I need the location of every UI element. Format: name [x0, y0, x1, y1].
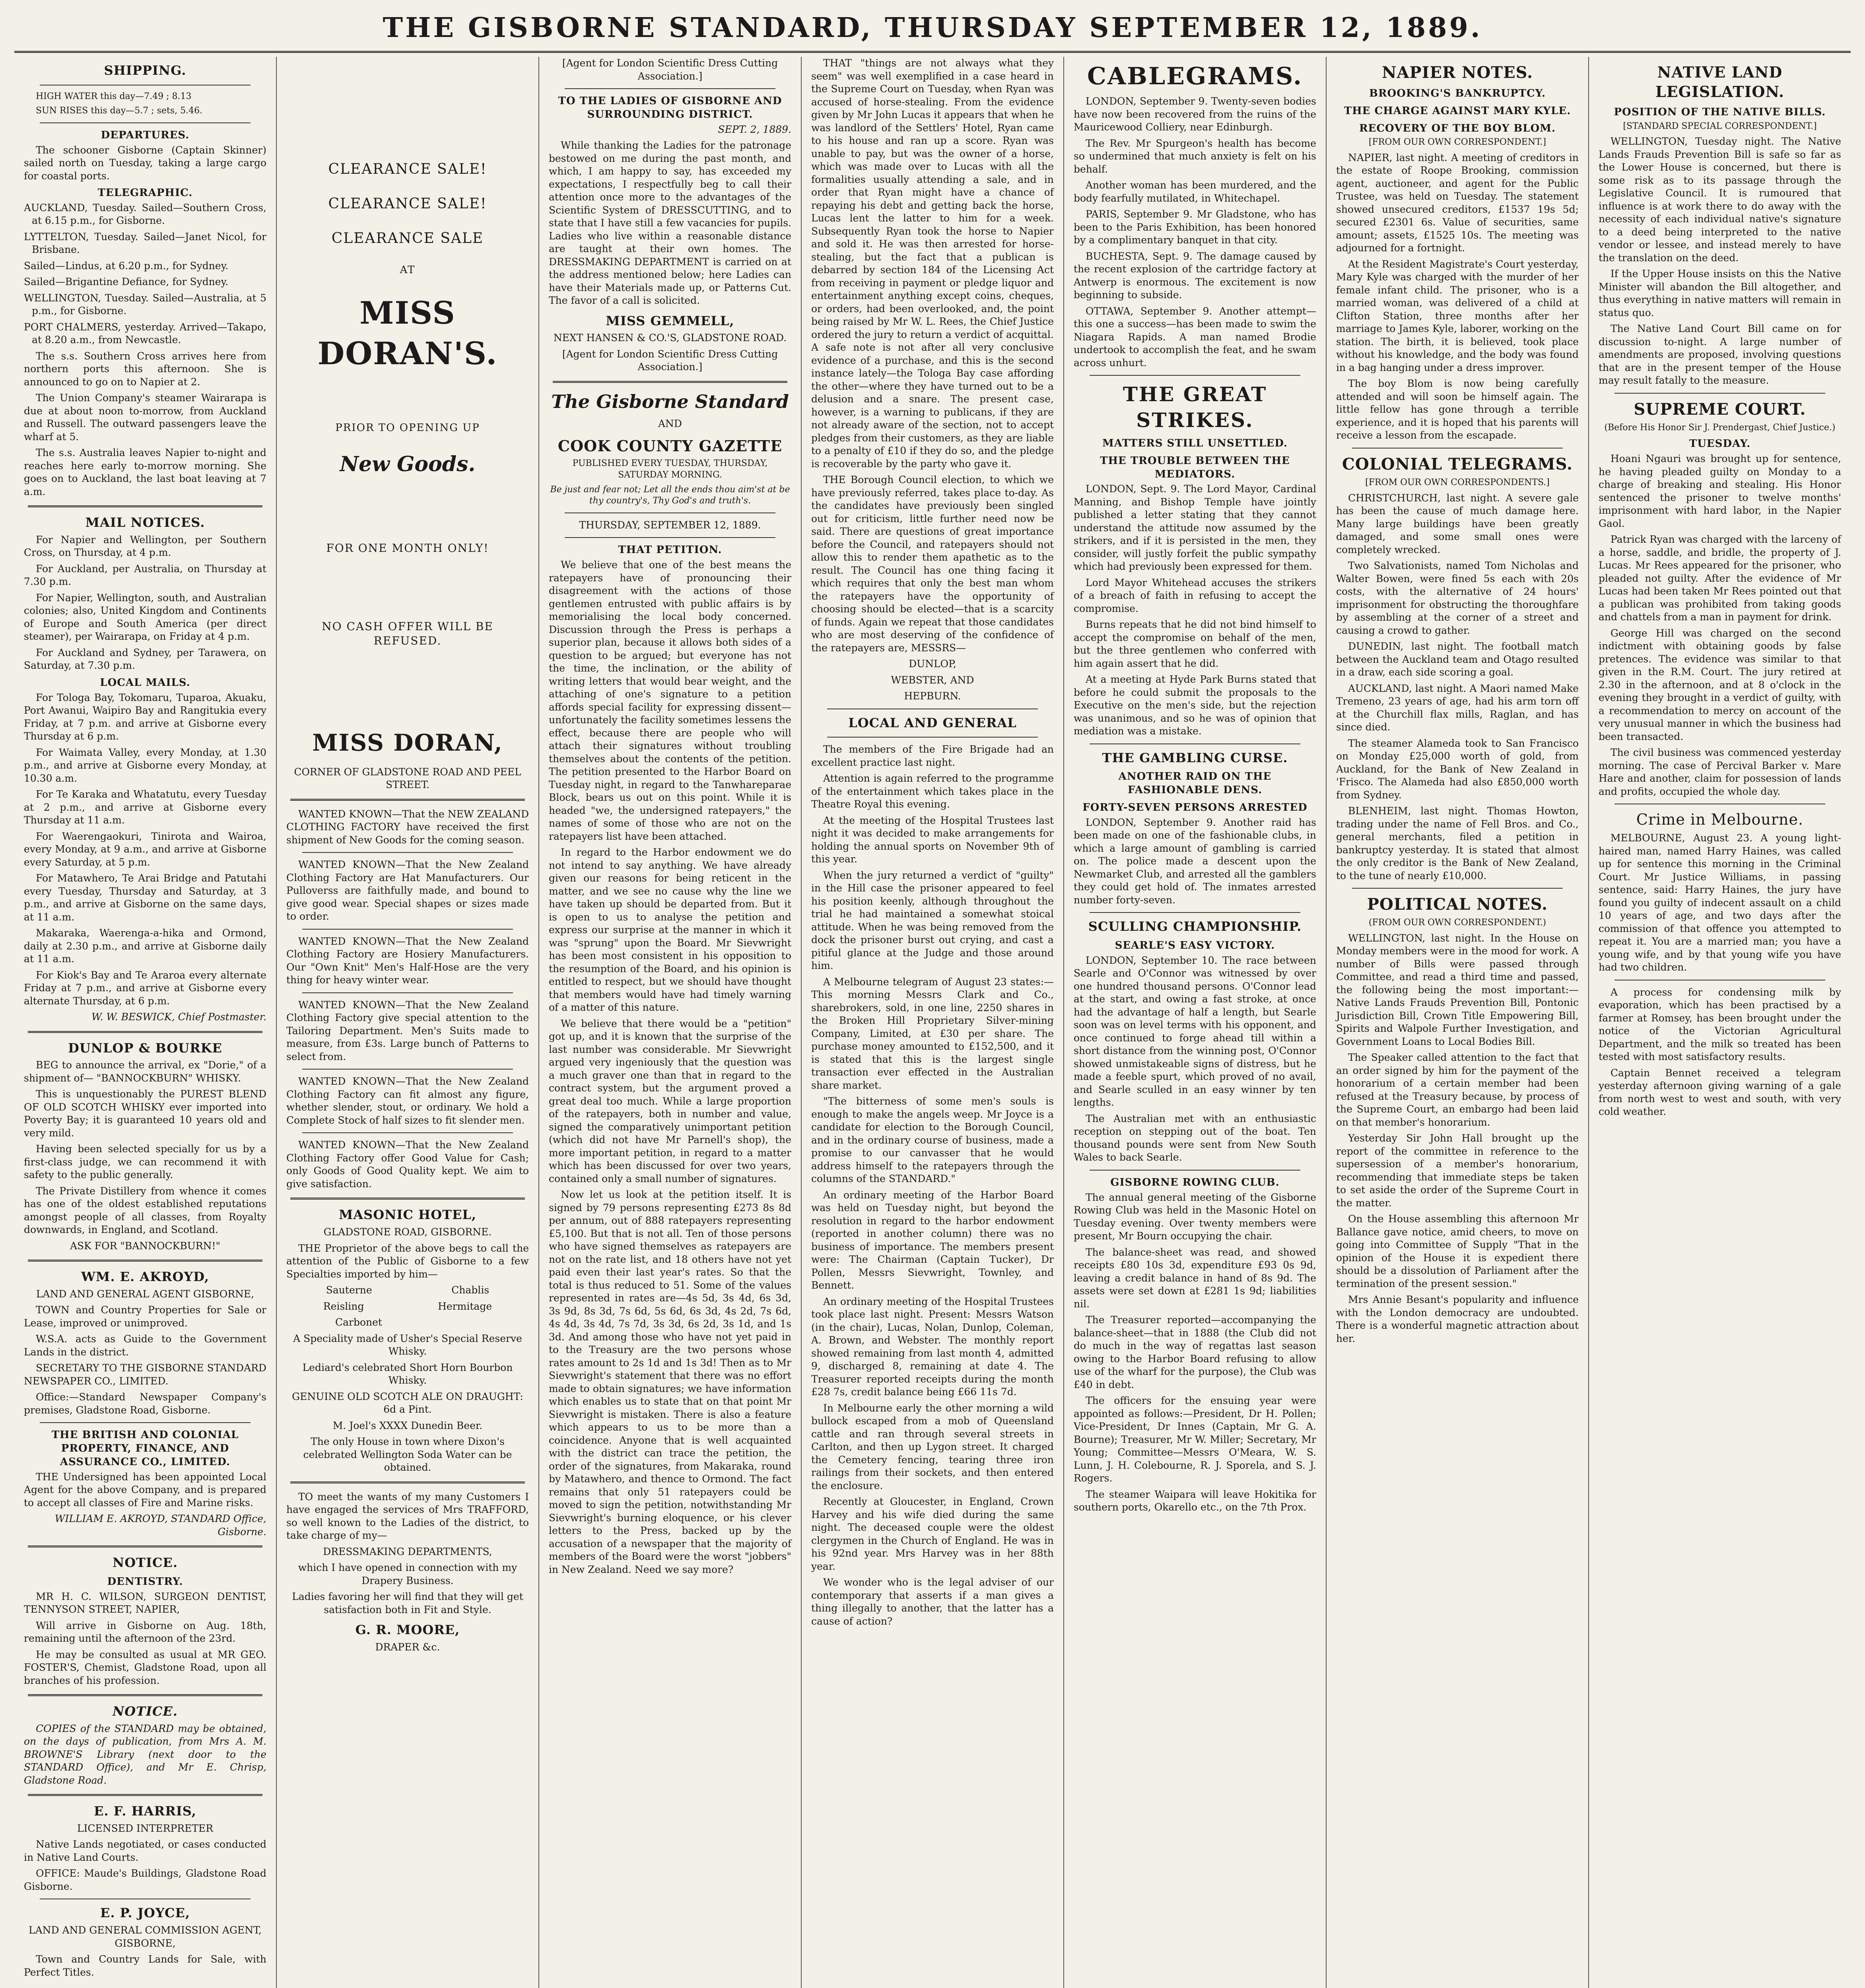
miss-doran-heading: MISS DORAN'S. — [317, 295, 498, 372]
mail-item: For Napier, Wellington, south, and Australian colonies; also, United Kingdom and Continents of Europe and South America (per direct steamer), per Wairarapa, on Friday at 4 p.m. — [24, 592, 266, 643]
wanted-ad: WANTED KNOWN—That the New Zealand Clothing Factory are Hosiery Manufacturers. Our "Own Knit" Men's Half-Hose are the very thing for heavy winter wear. — [286, 935, 529, 986]
local-item: Recently at Gloucester, in England, Crown Harvey and his wife died during the same night. The deceased couple were the oldest clergymen in the Church of England. He was in his 92nd year. Mrs Harvey was in her 88th year. — [811, 1496, 1054, 1572]
rowing-heading: GISBORNE ROWING CLUB. — [1110, 1176, 1280, 1188]
petition-paragraph: We believe that one of the best means the ratepayers have of pronouncing their disagreement with the actions of those gentlemen entrusted with public affairs is by memorialising the local body concerned. Discussion through the Press is perhaps a superior plan, because it allows both sides of a question to be argued; but everyone has not the time, the inclination, or the ability of writing letters that would bear weight, and the attaching of one's signature to a petition affords special facility for expressing dissent—unfortunately the facility sometimes lessens the effect, because there are people who will attach their signatures without troubling themselves about the contents of the petition. The petition presented to the Harbor Board on Tuesday night, in regard to the Tanwhareparae Block, bears us out on this point. While it is headed "we, the undersigned ratepayers," the names of some of those who are not on the ratepayers list have been attached. — [549, 559, 791, 842]
masonic-heading: MASONIC HOTEL, — [338, 1207, 476, 1223]
joyce-text: Town and Country Lands for Sale, with Perfect Titles. — [24, 1953, 266, 1978]
no-cash: NO CASH OFFER WILL BE REFUSED. — [322, 619, 493, 648]
gemmell-address: NEXT HANSEN & CO.'S, GLADSTONE ROAD. — [553, 332, 787, 344]
gambling-heading: THE GAMBLING CURSE. — [1102, 750, 1288, 765]
strikes-item: Lord Mayor Whitehead accuses the strikers of a breach of faith in refusing to accept the compromise. — [1074, 577, 1316, 614]
trafford-text: DRESSMAKING DEPARTMENTS, — [323, 1545, 492, 1557]
colonial-text: Two Salvationists, named Tom Nicholas and Walter Bowen, were fined 5s each with 20s costs, with the alternative of 24 hours' imprisonment for obstructing the thoroughfare by assembling at the corner of a street and causing a crowd to gather. — [1336, 560, 1579, 636]
dunlop-text: Having been selected specially for us by a first-class judge, we can recommend it with safety to the public generally. — [24, 1143, 266, 1181]
political-heading: POLITICAL NOTES. — [1367, 895, 1548, 914]
akroyd-text: W.S.A. acts as Guide to the Government Lands in the district. — [24, 1333, 266, 1358]
published-days: PUBLISHED EVERY TUESDAY, THURSDAY, SATURDAY MORNING. — [572, 458, 768, 480]
clearance-sale-2: CLEARANCE SALE! — [328, 195, 487, 212]
gambling-subheading: FORTY-SEVEN PERSONS ARRESTED — [1082, 802, 1307, 814]
napier-text: NAPIER, last night. A meeting of creditors in the estate of Roope Brooking, commission agent, auctioneer, and agent for the Public Trustee, was held on Tuesday. The statement showed unsecured creditors, £1537 19s 5d; secured £2301 6s. Value of securities, same amount; assets, £1525 10s. The meeting was adjourned for a fortnight. — [1336, 151, 1579, 254]
wine-name: Hermitage — [438, 1300, 492, 1312]
colonial-source: [FROM OUR OWN CORRESPONDENTS.] — [1365, 477, 1550, 487]
colonial-text: BLENHEIM, last night. Thomas Howton, trading under the name of Fell Bros. and Co., general merchants, filed a petition in bankruptcy yesterday. It is stated that almost the only creditor is the Bank of New Zealand, to the tune of nearly £10,000. — [1336, 805, 1579, 881]
telegraphic-item: PORT CHALMERS, yesterday. Arrived—Takapo, at 8.20 a.m., from Newcastle. — [24, 321, 266, 346]
column-6 — [1327, 57, 1589, 1988]
strikes-item: Burns repeats that he did not bind himself to accept the compromise on behalf of the men, but the three gentlemen who conferred with him again assert that he did. — [1074, 619, 1316, 669]
wanted-ad: WANTED KNOWN—That the New Zealand Clothing Factory offer Good Value for Cash; only Goods of Good Quality kept. We aim to give satisfaction. — [286, 1139, 529, 1190]
column-3 — [539, 57, 802, 1988]
prior-text: PRIOR TO OPENING UP — [335, 421, 480, 434]
strikes-item: LONDON, Sept. 9. The Lord Mayor, Cardinal Manning, and Bishop Temple have jointly published a letter stating that they cannot understand the attitude now assumed by the strikers, and if it is persisted in the men, they consider, will justly forfeit the public sympathy which had previously been expressed for them. — [1074, 483, 1316, 573]
petition-paragraph: In regard to the Harbor endowment we do not intend to say anything. We have already given our reasons for being reticent in the matter, and we see no cause why the line we have taken up should be departed from. But it is open to us to analyse the petition and express our surprise at the manner in which it was "sprung" upon the Board. Mr Sievwright has been most consistent in his opposition to the resumption of the Board, and his opinion is entitled to respect, but we should have thought that members would have had timely warning of a matter of this nature. — [549, 846, 791, 1013]
political-text: Yesterday Sir John Hall brought up the report of the committee in reference to the supersession of a member's honorarium, recommending that immediate steps be taken to set aside the order of the Supreme Court in the matter. — [1336, 1132, 1579, 1209]
local-item: An ordinary meeting of the Hospital Trustees took place last night. Present: Messrs Watson (in the chair), Lucas, Nolan, Dunlop, Coleman, A. Brown, and Webster. The monthly report showed remaining from last month 4, admitted 9, discharged 8, remaining at date 4. The Treasurer reported receipts during the month £28 7s, credit balance being £66 11s 7d. — [811, 1295, 1054, 1398]
clearance-sale-3: CLEARANCE SALE — [331, 230, 484, 247]
moore-heading: G. R. MOORE, — [355, 1622, 460, 1638]
telegraphic-heading: TELEGRAPHIC. — [97, 187, 193, 199]
column-4 — [802, 57, 1064, 1988]
dunlop-text: BEG to announce the arrival, ex "Dorie," of a shipment of— "BANNOCKBURN" WHISKY. — [24, 1059, 266, 1084]
local-item: In Melbourne early the other morning a wild bullock escaped from a mob of Queensland cattle and ran through several streets in Carlton, and then up Lygon street. It charged the Cemetery fencing, tearing three iron railings from their sockets, and then entered the enclosure. — [811, 1402, 1054, 1491]
local-item: We wonder who is the legal adviser of our contemporary that asserts if a man gives a thing illegally to another, that the latter has a cause of action? — [811, 1576, 1054, 1627]
wanted-ad: WANTED KNOWN—That the NEW ZEALAND CLOTHING FACTORY have received the first shipment of New Goods for the coming season. — [286, 808, 529, 846]
napier-subheading: RECOVERY OF THE BOY BLOM. — [1359, 122, 1556, 134]
local-item: At the meeting of the Hospital Trustees last night it was decided to make arrangements for holding the annual sports on November 9th of this year. — [811, 814, 1054, 865]
wine-name: Reisling — [323, 1300, 364, 1312]
high-water: HIGH WATER this day—7.49 ; 8.13 — [36, 91, 192, 101]
wine-row — [286, 1284, 529, 1297]
local-item: The members of the Fire Brigade had an excellent practice last night. — [811, 744, 1054, 768]
supreme-court-text: Hoani Ngauri was brought up for sentence, he having pleaded guilty on Monday to a charge of breaking and stealing. His Honor sentenced the prisoner to twelve months' imprisonment with hard labor, in the Napier Gaol. — [1599, 453, 1841, 529]
akroyd-subtitle: LAND AND GENERAL AGENT GISBORNE, — [36, 1288, 254, 1300]
telegraphic-item: Sailed—Lindus, at 6.20 p.m., for Sydney. — [24, 260, 229, 272]
doran-address: CORNER OF GLADSTONE ROAD AND PEEL STREET. — [294, 766, 521, 791]
dentistry-text: Will arrive in Gisborne on Aug. 18th, remaining until the afternoon of the 23rd. — [24, 1619, 266, 1644]
colonial-text: CHRISTCHURCH, last night. A severe gale has been the cause of much damage here. Many large buildings have been greatly damaged, and some small ones were completely wrecked. — [1336, 492, 1579, 555]
supreme-court-heading: SUPREME COURT. — [1634, 400, 1806, 419]
bannockburn-ask: ASK FOR "BANNOCKBURN!" — [70, 1240, 221, 1252]
strikes-heading: THE GREAT STRIKES. — [1123, 382, 1267, 432]
mail-item: For Auckland, per Australia, on Thursday at 7.30 p.m. — [24, 563, 266, 588]
sculling-heading: SCULLING CHAMPIONSHIP. — [1088, 919, 1302, 934]
strikes-subheading: THE TROUBLE BETWEEN THE MEDIATORS. — [1100, 454, 1290, 480]
crime-heading: Crime in Melbourne. — [1636, 811, 1804, 829]
local-mail-item: For Waimata Valley, every Monday, at 1.30 p.m., and arrive at Gisborne every Monday, at 10.30 a.m. — [24, 746, 266, 784]
dunlop-heading: DUNLOP & BOURKE — [68, 1040, 222, 1056]
dunlop-text: This is unquestionably the PUREST BLEND OF OLD SCOTCH WHISKY ever imported into Poverty Bay; it is guaranteed 10 years old and very mild. — [24, 1088, 266, 1139]
masonic-item: The only House in town where Dixon's celebrated Wellington Soda Water can be obtained. — [303, 1436, 512, 1474]
wanted-ad: WANTED KNOWN—That the New Zealand Clothing Factory are Hat Manufacturers. Our Pulloverss are faithfully made, and bound to give good wear. Special shapes or sizes made to order. — [286, 859, 529, 922]
akroyd-text: Office:—Standard Newspaper Company's premises, Gladstone Road, Gisborne. — [24, 1391, 266, 1416]
joyce-text: LAND AND GENERAL COMMISSION AGENT, GISBORNE, — [28, 1924, 262, 1949]
wine-row — [286, 1300, 529, 1313]
political-text: On the House assembling this afternoon Mr Ballance gave notice, amid cheers, to move on going into Committee of Supply "That in the opinion of the House it is expedient there should be a dissolution of Parliament after the termination of the present session." — [1336, 1213, 1579, 1289]
supreme-court-text: The civil business was commenced yesterday morning. The case of Percival Barker v. Mare Hare and another, claim for possession of lands and profits, occupied the whole day. — [1599, 747, 1841, 797]
local-mail-item: For Te Karaka and Whatatutu, every Tuesday at 2 p.m., and arrive at Gisborne every Thursday at 11 a.m. — [24, 788, 266, 826]
departures-heading: DEPARTURES. — [101, 129, 190, 141]
supreme-court-text: Patrick Ryan was charged with the larceny of a horse, saddle, and bridle, the property of J. Lucas. Mr Rees appeared for the prisoner, who pleaded not guilty. After the evidence of Mr Lucas had been taken Mr Rees pointed out that a publican was prohibited from taking goods and chattels from a man in payment for drink. — [1599, 534, 1841, 623]
candidate: HEPBURN. — [904, 690, 961, 702]
new-goods: New Goods. — [340, 452, 476, 476]
notice-heading: NOTICE. — [113, 1555, 178, 1571]
clearance-sale-1: CLEARANCE SALE! — [328, 161, 487, 177]
local-mail-item: For Kiok's Bay and Te Araroa every alternate Friday at 7 p.m., and arrive at Gisborne every alternate Thursday, at 6 p.m. — [24, 969, 266, 1007]
page-header: THE GISBORNE STANDARD, THURSDAY SEPTEMBER 12, 1889. — [14, 12, 1851, 53]
wanted-ad: WANTED KNOWN—That the New Zealand Clothing Factory give special attention to the Tailoring Department. Men's Suits made to measure, from £3s. Large bunch of Patterns to select from. — [286, 999, 529, 1062]
paper-subtitle: COOK COUNTY GAZETTE — [558, 437, 783, 455]
rowing-text: The Treasurer reported—accompanying the balance-sheet—that in 1888 (the Club did not do much in the way of regattas last season owing to the Harbor Board refusing to allow use of the wharf for the purpose), the Club was £40 in debt. — [1074, 1314, 1316, 1390]
petition-paragraph: We believe that there would be a "petition" got up, and it is known that the surprise of the last number was considerable. Mr Sievwright argued very ingeniously that the question was a much graver one than that in regard to the contract system, but the argument proved a great deal too much. While a large proportion of the ratepayers, both in number and value, signed the comparatively unimportant petition (which did not have Mr Parnell's shop), the more important petition, in regard to a matter which has been discussed for over two years, contained only a small number of signatures. — [549, 1017, 791, 1184]
paper-and: AND — [658, 418, 682, 430]
political-text: WELLINGTON, last night. In the House on Monday members were in the mood for work. A number of Bills were passed through Committee, and read a third time and passed, the following being the most important:—Native Lands Frauds Prevention Bill, Pontonic Jurisdiction Bill, Crown Title Empowering Bill, Spirits and Walpole Further Investigation, and Government Loans to Local Bodies Bill. — [1336, 932, 1579, 1047]
ryan-case: THAT "things are not always what they seem" was well exemplified in a case heard in the Supreme Court on Tuesday, when Ryan was accused of horse-stealing. From the evidence given by Mr John Lucas it appears that when he was landlord of the Settlers' Hotel, Ryan came to his house and ran up a score. Ryan was unable to pay, but was the owner of a horse, which was made over to Lucas with all the formalities usually attending a sale, and in order that Ryan might have a chance of repaying his debt and getting back the horse, Lucas lent the latter to him for a week. Subsequently Ryan took the horse to Napier and sold it. He was then arrested for horse-stealing, but the fact that a publican is debarred by section 184 of the Licensing Act from receiving in payment or pledge liquor and entertainment anything except coins, cheques, or orders, had been overlooked, and, the point being raised by Mr W. L. Rees, the Chief Justice ordered the jury to return a verdict of acquittal. A safe note is not after all very conclusive evidence of a purchase, and this is the second instance lately—the Tologa Bay case affording the other—where they have turned out to be a delusion and a snare. The present case, however, is a warning to publicans, if they are not already aware of the section, not to accept pledges from their customers, as they are liable to a penalty of £10 if they do so, and the pledge is recoverable by the party who gave it. — [811, 57, 1054, 470]
supreme-court-day: TUESDAY. — [1689, 438, 1751, 450]
mail-item: For Napier and Wellington, per Southern Cross, on Thursday, at 4 p.m. — [24, 534, 266, 559]
trafford-text: Ladies favoring her will find that they will get satisfaction both in Fit and Style. — [292, 1591, 523, 1615]
local-mails-heading: LOCAL MAILS. — [100, 676, 190, 689]
gemmell-name: MISS GEMMELL, — [606, 313, 734, 328]
mail-item: For Auckland and Sydney, per Tarawera, on Saturday, at 7.30 p.m. — [24, 646, 266, 672]
wanted-ad: WANTED KNOWN—That the New Zealand Clothing Factory can fit almost any figure, whether slender, stout, or ordinary. We hold a Complete Stock of half sizes to fit slender men. — [286, 1076, 529, 1126]
napier-text: At the Resident Magistrate's Court yesterday, Mary Kyle was charged with the murder of her female infant child. The prisoner, who is a married woman, was delivered of a child at Clifton Station, three months after her marriage to James Kyle, laborer, working on the station. The birth, it is believed, took place without his knowledge, and the body was found in a bag hanging under a dress improver. — [1336, 258, 1579, 373]
local-mail-item: For Waerengaokuri, Tinirota and Wairoa, every Monday, at 9 a.m., and arrive at Gisborne every Saturday, at 5 p.m. — [24, 830, 266, 868]
moore-subtitle: DRAPER &c. — [375, 1641, 440, 1653]
local-mail-item: For Matawhero, Te Arai Bridge and Patutahi every Tuesday, Thursday and Saturday, at 3 p.m., and arrive at Gisborne on the same days, at 11 a.m. — [24, 872, 266, 923]
crime-text: Captain Bennet received a telegram yesterday afternoon giving warning of a gale from north west to west and south, with very cold weather. — [1599, 1067, 1841, 1118]
paper-name: The Gisborne Standard — [551, 390, 789, 412]
napier-subheading: THE CHARGE AGAINST MARY KYLE. — [1344, 105, 1571, 117]
gambling-subheading: ANOTHER RAID ON THE FASHIONABLE DENS. — [1118, 771, 1272, 796]
column-5 — [1064, 57, 1327, 1988]
political-source: (FROM OUR OWN CORRESPONDENT.) — [1368, 918, 1546, 928]
supreme-court-judge: (Before His Honor Sir J. Prendergast, Chief Justice.) — [1604, 422, 1836, 433]
wine-name: Carbonet — [335, 1316, 382, 1328]
masonic-address: GLADSTONE ROAD, GISBORNE. — [323, 1226, 492, 1238]
crime-text: A process for condensing milk by evaporation, which has been practised by a farmer at Romsey, has been brought under the notice of the Victorian Agricultural Department, and the milk so treated has been tested with most satisfactory results. — [1599, 986, 1841, 1063]
dentistry-heading: DENTISTRY. — [107, 1575, 183, 1588]
local-item: Attention is again referred to the programme of the entertainment which takes place in the Theatre Royal this evening. — [811, 773, 1054, 810]
agent-note: [Agent for London Scientific Dress Cutting Association.] — [562, 57, 778, 82]
rowing-text: The officers for the ensuing year were appointed as follows:—President, Dr H. Pollen; Vice-President, Dr Innes (Captain, Mr G. A. Bourne); Treasurer, Mr W. Miller; Secretary, Mr Young; Committee—Messrs O'Meara, W. S. Lunn, J. H. Colebourne, R. J. Sporela, and S. J. Rogers. — [1074, 1395, 1316, 1484]
british-signature: WILLIAM E. AKROYD, STANDARD Office, Gisborne. — [54, 1513, 266, 1538]
borough-election: THE Borough Council election, to which we have previously referred, takes place to-day. As the candidates have previously been singled out for criticism, little further need now be said. There are questions of great importance before the Council, and ratepayers should not allow this to render them apathetic as to the result. The Council has one thing facing it which requires that only the best man whom the ratepayers have the opportunity of choosing should be elected—that is a scarcity of funds. Again we repeat that those candidates who are most deserving of the confidence of the ratepayers are, MESSRS— — [811, 474, 1054, 654]
sun-rises: SUN RISES this day—5.7 ; sets, 5.46. — [36, 106, 203, 116]
harris-text: LICENSED INTERPRETER — [77, 1822, 214, 1834]
sculling-text: The Australian met with an enthusiastic reception on stepping out of the boat. Ten thousand pounds were sent from New South Wales to back Searle. — [1074, 1112, 1316, 1163]
akroyd-text: TOWN and Country Properties for Sale or Lease, improved or unimproved. — [24, 1304, 266, 1329]
miss-doran-name: MISS DORAN, — [312, 729, 503, 756]
notice2-text: COPIES of the STANDARD may be obtained, on the days of publication, from Mrs A. M. BROWNE'S Library (next door to the STANDARD Office), and Mr E. Chrisp, Gladstone Road. — [24, 1722, 266, 1786]
strikes-item: At a meeting at Hyde Park Burns stated that before he could submit the proposals to the Executive on the men's side, but the rejection was unanimous, and so he was of opinion that mediation was a mistake. — [1074, 674, 1316, 737]
harris-text: Native Lands negotiated, or cases conducted in Native Land Courts. — [24, 1839, 266, 1863]
issue-date: THURSDAY, SEPTEMBER 12, 1889. — [579, 519, 761, 531]
native-land-subheading: POSITION OF THE NATIVE BILLS. — [1614, 106, 1826, 118]
gambling-text: LONDON, September 9. Another raid has been made on one of the fashionable clubs, in which a large amount of gambling is carried on. The police made a descent upon the Newmarket Club, and arrested all the gamblers they could get hold of. The inmates arrested number forty-seven. — [1074, 816, 1316, 906]
gemmell-date: SEPT. 2, 1889. — [718, 123, 791, 135]
agent-note-2: [Agent for London Scientific Dress Cutting Association.] — [562, 348, 778, 373]
trafford-text: TO meet the wants of my many Customers I have engaged the services of Mrs TRAFFORD, so well known to the Ladies of the district, to take charge of my— — [286, 1491, 529, 1541]
napier-subheading: BROOKING'S BANKRUPTCY. — [1369, 87, 1546, 99]
mail-heading: MAIL NOTICES. — [85, 515, 205, 530]
cable-item: LONDON, September 9. Twenty-seven bodies have now been recovered from the ruins of the Mauricewood Colliery, near Edinburgh. — [1074, 95, 1316, 133]
shipping-note: The s.s. Southern Cross arrives here from northern ports this afternoon. She is announced to go on to Napier at 2. — [24, 350, 266, 388]
postmaster-signature: W. W. BESWICK, Chief Postmaster. — [91, 1011, 266, 1023]
trafford-text: which I have opened in connection with my Drapery Business. — [298, 1562, 517, 1586]
cable-item: The Rev. Mr Spurgeon's health has become so undermined that much anxiety is felt on his behalf. — [1074, 137, 1316, 175]
harris-heading: E. F. HARRIS, — [94, 1804, 196, 1819]
local-item: When the jury returned a verdict of "guilty" in the Hill case the prisoner appeared to feel his position keenly, although throughout the trial he had maintained a somewhat stoical attitude. When he was being removed from the dock the prisoner burst out crying, and cast a pitiful glance at the Judge and those around him. — [811, 869, 1054, 972]
local-general-heading: LOCAL AND GENERAL — [848, 715, 1017, 730]
masonic-item: A Speciality made of Usher's Special Reserve Whisky. — [293, 1332, 522, 1357]
column-2 — [277, 57, 539, 1988]
political-text: The Speaker called attention to the fact that an order signed by him for the payment of the honorarium of a certain member had been refused at the Treasury because, by process of the Supreme Court, an embargo had been laid on that member's honorarium. — [1336, 1052, 1579, 1128]
local-item: A Melbourne telegram of August 23 states:—This morning Messrs Clark and Co., sharebrokers, sold, in one line, 2250 shares in the Broken Hill Proprietary Silver-mining Company, Limited, at £30 per share. The purchase money amounted to £152,500, and it is stated that this is the largest single transaction ever effected in the Australian share market. — [811, 976, 1054, 1091]
colonial-heading: COLONIAL TELEGRAMS. — [1342, 454, 1573, 474]
paper-motto: Be just and fear not; Let all the ends thou aim'st at be thy country's, Thy God's and truth's. — [550, 484, 790, 506]
column-7 — [1589, 57, 1851, 1988]
native-land-source: [STANDARD SPECIAL CORRESPONDENT.] — [1623, 121, 1817, 131]
petition-heading: THAT PETITION. — [618, 544, 722, 556]
departures-text: The schooner Gisborne (Captain Skinner) sailed north on Tuesday, taking a large cargo for coastal ports. — [24, 144, 266, 182]
shipping-note: The Union Company's steamer Wairarapa is due at about noon to-morrow, from Auckland and Russell. The outward passengers leave the wharf at 5. — [24, 392, 266, 443]
crime-text: MELBOURNE, August 23. A young light-haired man, named Harry Haines, was called up for sentence this morning in the Criminal Court. Mr Justice Williams, in passing sentence, said: Harry Haines, the jury have found you guilty of indecent assault on a child 10 years of age, and two days after the commission of that offence you attempted to repeat it. You are a married man; you have a young wife, and by that young wife you have had two children. — [1599, 832, 1841, 973]
column-1 — [14, 57, 277, 1988]
native-land-heading: NATIVE LAND LEGISLATION. — [1655, 63, 1785, 101]
rowing-text: The annual general meeting of the Gisborne Rowing Club was held in the Masonic Hotel on Tuesday evening. Over twenty members were present, Mr Bourn occupying the chair. — [1074, 1191, 1316, 1242]
colonial-text: The steamer Alameda took to San Francisco on Monday £25,000 worth of gold, from Auckland, for the Bank of New Zealand in 'Frisco. The Alameda had also £850,000 worth from Sydney. — [1336, 737, 1579, 801]
napier-text: The boy Blom is now being carefully attended and will soon be himself again. The little fellow has gone through a terrible experience, and it is hoped that his parents will receive a lesson from the escapade. — [1336, 378, 1579, 441]
cable-item: BUCHESTA, Sept. 9. The damage caused by the recent explosion of the cartridge factory at Antwerp is enormous. The excitement is now beginning to subside. — [1074, 250, 1316, 301]
candidate: WEBSTER, AND — [891, 674, 974, 686]
shipping-heading: SHIPPING. — [104, 63, 186, 78]
local-mail-item: For Tologa Bay, Tokomaru, Tuparoa, Akuaku, Port Awanui, Waipiro Bay and Rangitukia every Friday, at 7 p.m. and arrive at Gisborne every Thursday at 6 p.m. — [24, 691, 266, 742]
petition-paragraph: Now let us look at the petition itself. It is signed by 79 persons representing £273 8s 8d per annum, out of 888 ratepayers representing £5,100. But that is not all. Ten of those persons who have signed themselves as ratepayers are not on the rate list, and 18 others have not yet paid even their last year's rates. So that the total is thus reduced to 51. Some of the values represented in rates are—4s 5d, 3s 4d, 6s 3d, 3s 9d, 8s 3d, 7s 6d, 5s 6d, 6s 3d, 4s 2d, 7s 6d, 4s 4d, 3s 4d, 7s 7d, 3s 3d, 6s 2d, 3s 1d, and 1s 3d. And among those who have not yet paid in to the Treasury are the two persons whose rates amount to 2s 1d and 1s 3d! Then as to Mr Sievwright's statement that there was no effort made to obtain signatures; we have information which enables us to state that on that point Mr Sievwright is mistaken. There is also a feature which appears to us to be more than a coincidence. Anyone that is well acquainted with the district can trace the petition, the order of the signatures, from Makaraka, round by Matawhero, and thence to Ormond. The fact remains that only 51 ratepayers could be moved to sign the petition, notwithstanding Mr Sievwright's burning eloquence, or his clever letters to the Press, backed up by the accusation of a newspaper that the majority of members of the Board were the worst "jobbers" in New Zealand. Need we say more? — [549, 1189, 791, 1575]
napier-source: [FROM OUR OWN CORRESPONDENT.] — [1368, 137, 1546, 148]
political-text: Mrs Annie Besant's popularity and influence with the London democracy are undoubted. There is a wonderful magnetic attraction about her. — [1336, 1294, 1579, 1344]
telegraphic-item: AUCKLAND, Tuesday. Sailed—Southern Cross, at 6.15 p.m., for Gisborne. — [24, 202, 266, 227]
masonic-item: GENUINE OLD SCOTCH ALE ON DRAUGHT: 6d a Pint. — [292, 1390, 523, 1415]
colonial-text: DUNEDIN, last night. The football match between the Auckland team and Otago resulted in a draw, each side scoring a goal. — [1336, 641, 1579, 678]
harris-text: OFFICE: Maude's Buildings, Gladstone Road Gisborne. — [24, 1868, 266, 1892]
colonial-text: AUCKLAND, last night. A Maori named Make Tremeno, 23 years of age, had his arm torn off at the Churchill flax mills, Raglan, and has since died. — [1336, 682, 1579, 733]
native-land-text: If the Upper House insists on this the Native Minister will abandon the Bill altogether, and thus everything in native matters will remain in status quo. — [1599, 268, 1841, 318]
native-land-text: WELLINGTON, Tuesday night. The Native Lands Frauds Prevention Bill is safe so far as the Lower House is concerned, but there is some risk as to its passage through the Legislative Council. It is rumoured that influence is at work there to do away with the necessity of each individual native's signature to a deed being interpreted to the native vendor or lessee, and instead merely to have the translation on the deed. — [1599, 136, 1841, 264]
dentistry-text: MR H. C. WILSON, SURGEON DENTIST, TENNYSON STREET, NAPIER, — [24, 1590, 266, 1615]
local-item: An ordinary meeting of the Harbor Board was held on Tuesday night, but beyond the resolution in regard to the harbor endowment (reported in another column) there was no business of importance. The members present were: The Chairman (Captain Tucker), Dr Pollen, Messrs Sievwright, Townley, and Bennett. — [811, 1189, 1054, 1291]
strikes-subheading: MATTERS STILL UNSETTLED. — [1102, 437, 1288, 449]
notice2-heading: NOTICE. — [113, 1704, 178, 1719]
masonic-text: THE Proprietor of the above begs to call the attention of the Public of Gisborne to a few Specialties imported by him— — [286, 1242, 529, 1280]
wine-name: Chablis — [451, 1284, 490, 1296]
local-mail-item: Makaraka, Waerenga-a-hika and Ormond, daily at 2.30 p.m., and arrive at Gisborne daily at 11 a.m. — [24, 927, 266, 965]
to-ladies-heading: TO THE LADIES OF GISBORNE AND SURROUNDING DISTRICT. — [558, 95, 782, 120]
akroyd-heading: WM. E. AKROYD, — [81, 1269, 209, 1285]
masonic-item: Lediard's celebrated Short Horn Bourbon Whisky. — [302, 1361, 513, 1386]
cable-item: PARIS, September 9. Mr Gladstone, who has been to the Paris Exhibition, has been honored by a complimentary banquet in that city. — [1074, 208, 1316, 246]
candidate: DUNLOP, — [909, 658, 956, 670]
shipping-note: The s.s. Australia leaves Napier to-night and reaches here early to-morrow morning. She goes on to Auckland, the last boat leaving at 7 a.m. — [24, 447, 266, 497]
akroyd-text: SECRETARY TO THE GISBORNE STANDARD NEWSPAPER CO., LIMITED. — [24, 1362, 266, 1387]
napier-heading: NAPIER NOTES. — [1381, 63, 1533, 82]
dunlop-text: The Private Distillery from whence it comes has one of the oldest established reputations amongst people of all classes, from Royalty downwards, in England, and Scotland. — [24, 1185, 266, 1236]
cablegrams-heading: CABLEGRAMS. — [1087, 62, 1303, 90]
rowing-text: The steamer Waipara will leave Hokitika for southern ports, Okarello etc., on the 7th Prox. — [1074, 1488, 1316, 1513]
rowing-text: The balance-sheet was read, and showed receipts £80 10s 3d, expenditure £93 0s 9d, leaving a credit balance in hand of 8s 9d. The assets were set down at £281 1s 9d; liabilities nil. — [1074, 1246, 1316, 1310]
wine-name: Sauterne — [326, 1284, 372, 1296]
cable-item: OTTAWA, September 9. Another attempt—this one a success—has been made to swim the Niagara Rapids. A man named Brodie undertook to accomplish the feat, and he swam across unhurt. — [1074, 305, 1316, 369]
telegraphic-item: Sailed—Brigantine Defiance, for Sydney. — [24, 276, 229, 288]
gemmell-body: While thanking the Ladies for the patronage bestowed on me during the past month, and which, I am happy to say, has exceeded my expectations, I respectfully beg to call their attention once more to the advantages of the Scientific System of DRESSCUTTING, and to state that I have still a few vacancies for pupils. Ladies who live within a reasonable distance are taught at their own homes. The DRESSMAKING DEPARTMENT is carried on at the address mentioned below; here Ladies can have their Materials made up, or Patterns Cut. The favor of a call is solicited. — [549, 140, 791, 307]
joyce-heading: E. P. JOYCE, — [100, 1905, 190, 1921]
local-item: "The bitterness of some men's souls is enough to make the angels weep. Mr Joyce is a candidate for election to the Borough Council, and in the ordinary course of business, made a promise to our canvasser that he would address himself to the ratepayers through the columns of the STANDARD." — [811, 1095, 1054, 1185]
british-heading: THE BRITISH AND COLONIAL PROPERTY, FINANCE, AND ASSURANCE CO., LIMITED. — [51, 1429, 239, 1468]
masonic-item: M. Joel's XXXX Dunedin Beer. — [332, 1419, 483, 1431]
supreme-court-text: George Hill was charged on the second indictment with obtaining goods by false pretences. The evidence was similar to that given in the R.M. Court. The jury retired at 2.30 in the afternoon, and at 8 o'clock in the evening they brought in a verdict of guilty, with a recommendation to mercy on account of the very unusual manner in which the business had been transacted. — [1599, 627, 1841, 742]
native-land-text: The Native Land Court Bill came on for discussion to-night. A large number of amendments are proposed, involving questions that are in the present temper of the House may result fatally to the measure. — [1599, 323, 1841, 386]
columns — [14, 57, 1851, 1988]
at-label: AT — [400, 264, 416, 276]
british-text: THE Undersigned has been appointed Local Agent for the above Company, and is prepared to accept all classes of Fire and Marine risks. — [24, 1471, 266, 1508]
sculling-text: LONDON, September 10. The race between Searle and O'Connor was witnessed by over one hundred thousand persons. O'Connor lead at the start, and owing a fast stroke, at once had the advantage of half a length, but Searle soon was on level terms with his opponent, and once continued to forge ahead till within a short distance from the winning post, O'Connor showed unmistakeable signs of distress, but he made a feeble spurt, which proved of no avail, and Searle sculled in an easy winner by ten lengths. — [1074, 954, 1316, 1109]
one-month: FOR ONE MONTH ONLY! — [326, 542, 489, 555]
telegraphic-item: LYTTELTON, Tuesday. Sailed—Janet Nicol, for Brisbane. — [24, 231, 266, 256]
dentistry-text: He may be consulted as usual at MR GEO. FOSTER'S, Chemist, Gladstone Road, upon all branches of his profession. — [24, 1648, 266, 1686]
wine-row — [286, 1316, 529, 1329]
telegraphic-item: WELLINGTON, Tuesday. Sailed—Australia, at 5 p.m., for Gisborne. — [24, 292, 266, 317]
cable-item: Another woman has been murdered, and the body fearfully mutilated, in Whitechapel. — [1074, 179, 1316, 204]
sculling-subheading: SEARLE'S EASY VICTORY. — [1115, 939, 1275, 951]
